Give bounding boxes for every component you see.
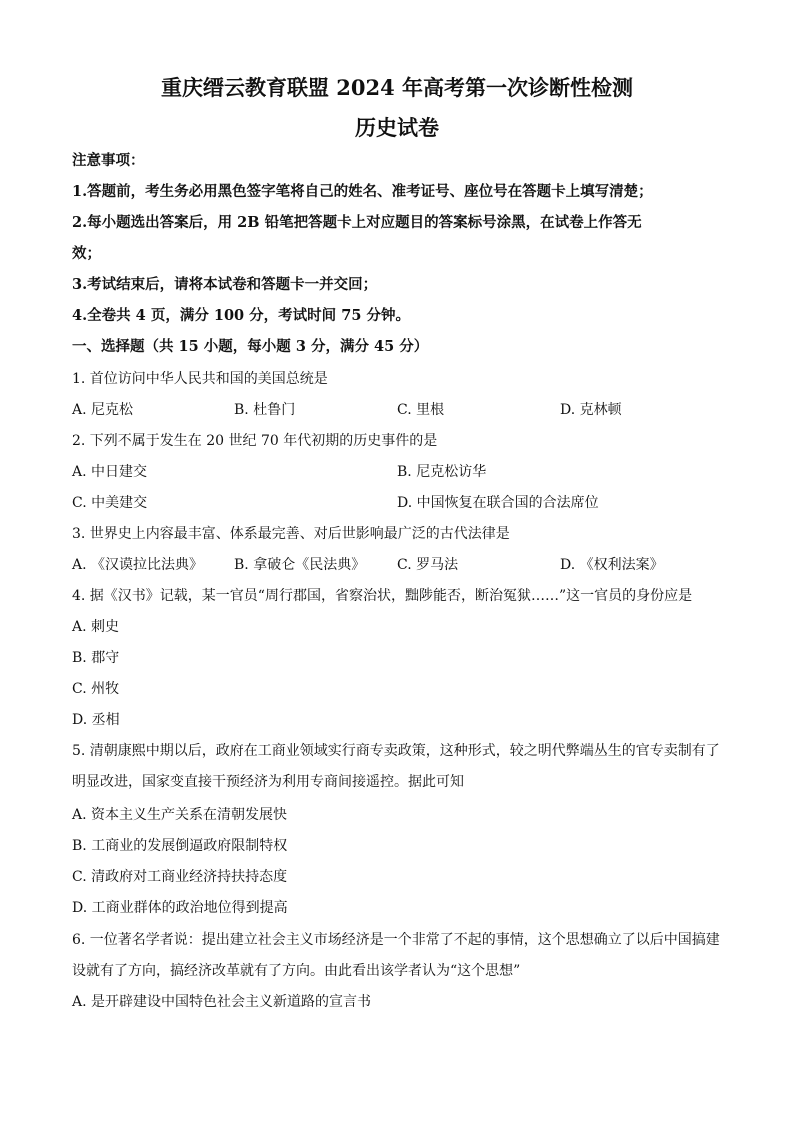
option-a: A. 刺史: [72, 619, 120, 635]
option-b: B. 拿破仑《民法典》: [234, 557, 366, 573]
exam-subtitle: 历史试卷: [355, 115, 439, 140]
question-stem: 6. 一位著名学者说：提出建立社会主义市场经济是一个非常了不起的事情，这个思想确立了以后中国搞建: [72, 932, 720, 948]
option-b: B. 尼克松访华: [397, 464, 487, 480]
question-stem-cont: 明显改进，国家变直接干预经济为利用专商间接遥控。据此可知: [72, 774, 464, 790]
question-stem: 5. 清朝康熙中期以后，政府在工商业领域实行商专卖政策，这种形式，较之明代弊端丛生的官专卖制有了: [72, 743, 720, 759]
notes-heading: 注意事项：: [72, 152, 145, 169]
option-d: D. 工商业群体的政治地位得到提高: [72, 900, 288, 916]
option-c: C. 罗马法: [397, 557, 459, 573]
option-c: C. 州牧: [72, 681, 120, 697]
note-item: 1.答题前，考生务必用黑色签字笔将自己的姓名、准考证号、座位号在答题卡上填写清楚；: [72, 183, 653, 200]
option-d: D. 《权利法案》: [560, 557, 664, 573]
note-item: 2.每小题选出答案后，用 2B 铅笔把答题卡上对应题目的答案标号涂黑，在试卷上作答无: [72, 214, 642, 231]
option-b: B. 郡守: [72, 650, 120, 666]
question-stem-cont: 设就有了方向，搞经济改革就有了方向。由此看出该学者认为“这个思想”: [72, 963, 521, 979]
exam-title: 重庆缙云教育联盟 2024 年高考第一次诊断性检测: [160, 75, 634, 100]
option-b: B. 工商业的发展倒逼政府限制特权: [72, 838, 288, 854]
option-d: D. 丞相: [72, 712, 120, 728]
option-d: D. 中国恢复在联合国的合法席位: [397, 495, 599, 511]
question-stem: 1. 首位访问中华人民共和国的美国总统是: [72, 371, 328, 387]
option-a: A. 中日建交: [72, 464, 148, 480]
question-stem: 3. 世界史上内容最丰富、体系最完善、对后世影响最广泛的古代法律是: [72, 526, 510, 542]
option-a: A. 是开辟建设中国特色社会主义新道路的宣言书: [72, 994, 372, 1010]
question-stem: 4. 据《汉书》记载，某一官员“周行郡国，省察治状，黜陟能否，断治冤狱……”这一官员的身份应是: [72, 588, 693, 604]
option-a: A. 尼克松: [72, 402, 134, 418]
option-c: C. 清政府对工商业经济持扶持态度: [72, 869, 288, 885]
note-item: 4.全卷共 4 页，满分 100 分，考试时间 75 分钟。: [72, 307, 410, 324]
option-a: A. 《汉谟拉比法典》: [72, 557, 204, 573]
option-d: D. 克林顿: [560, 402, 622, 418]
note-item: 效；: [72, 245, 101, 262]
note-item: 3.考试结束后，请将本试卷和答题卡一并交回；: [72, 276, 378, 293]
option-b: B. 杜鲁门: [234, 402, 296, 418]
question-stem: 2. 下列不属于发生在 20 世纪 70 年代初期的历史事件的是: [72, 433, 438, 449]
option-c: C. 里根: [397, 402, 445, 418]
option-a: A. 资本主义生产关系在清朝发展快: [72, 807, 288, 823]
section-heading: 一、选择题（共 15 小题，每小题 3 分，满分 45 分）: [72, 338, 429, 355]
option-c: C. 中美建交: [72, 495, 148, 511]
